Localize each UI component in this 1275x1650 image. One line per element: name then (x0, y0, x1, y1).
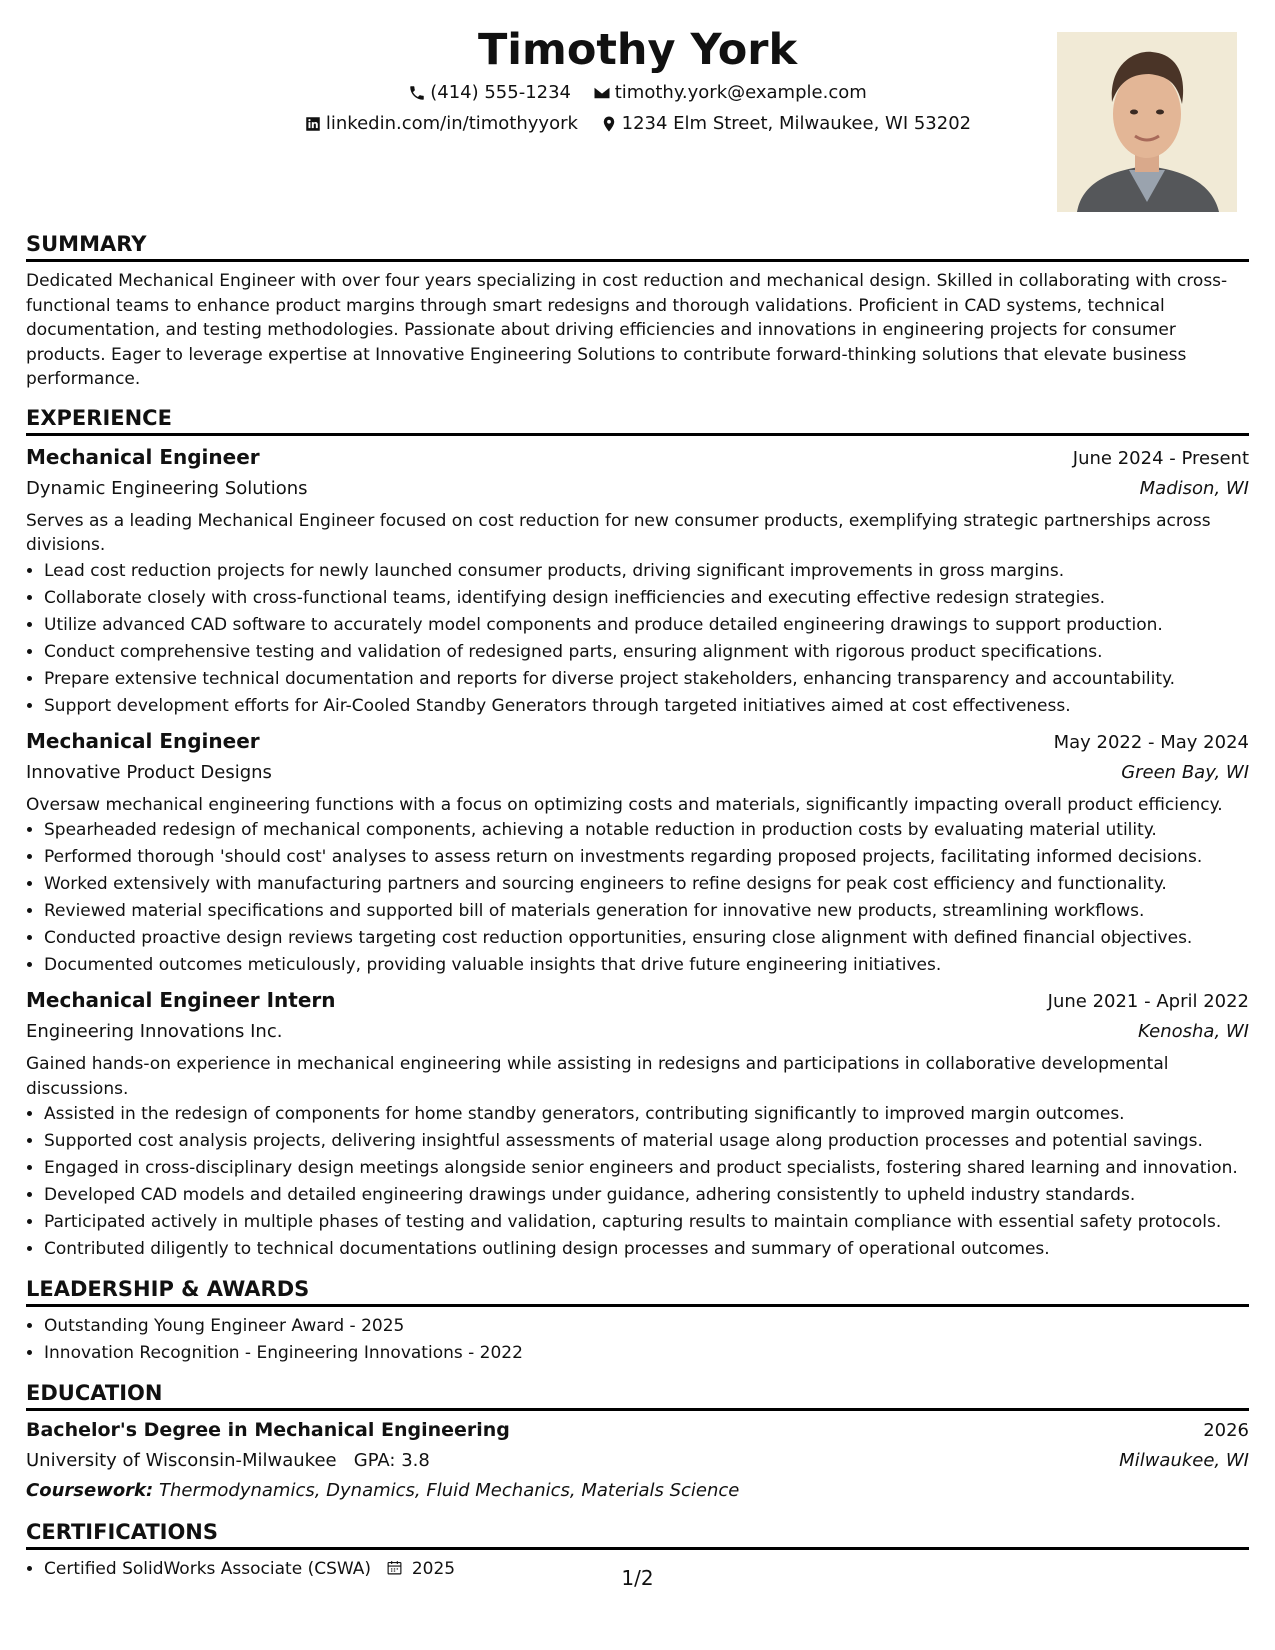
list-item: • Outstanding Young Engineer Award - 2025 (44, 1313, 1249, 1340)
job-bullets (26, 558, 1249, 720)
coursework (26, 1476, 1249, 1506)
linkedin-icon (304, 115, 322, 133)
section-title-education: EDUCATION (26, 1379, 1249, 1411)
experience-section (26, 404, 1249, 1264)
company-name: Dynamic Engineering Solutions (26, 477, 308, 499)
list-item: • Performed thorough 'should cost' analyses to assess return on investments regarding proposed projects, facilitating informed decisions. (44, 844, 1249, 871)
job-location: Green Bay, WI (1121, 761, 1249, 783)
section-title-certifications: CERTIFICATIONS (26, 1518, 1249, 1550)
list-item: • Collaborate closely with cross-functional teams, identifying design inefficiencies and executing effective redesign strategies. (44, 585, 1249, 612)
job-bullets (26, 1101, 1249, 1263)
linkedin-contact[interactable] (304, 112, 578, 136)
job-date: May 2022 - May 2024 (1053, 731, 1249, 753)
job-date: June 2021 - April 2022 (1047, 991, 1249, 1012)
list-item: • Documented outcomes meticulously, providing valuable insights that drive future engineering initiatives. (44, 952, 1249, 979)
email-address[interactable]: timothy.york@example.com (614, 82, 867, 103)
school-name: University of Wisconsin-Milwaukee (26, 1450, 337, 1471)
job-location: Kenosha, WI (1137, 1021, 1249, 1042)
list-item: • Support development efforts for Air-Cooled Standby Generators through targeted initiatives aimed at cost effectiveness. (44, 693, 1249, 720)
summary-text: Dedicated Mechanical Engineer with over four years specializing in cost reduction and mechanical design. Skilled in collaborating with cross-functional teams to enhance product margins through smart redesigns and thorough validations. Proficient in CAD systems, technical documentation, and testing methodologies. Passionate about driving efficiencies and innovations in engineering projects for consumer products. Eager to leverage expertise at Innovative Engineering Solutions to contribute forward-thinking solutions that elevate business performance. (26, 271, 1228, 389)
certification-year: 2025 (411, 1559, 456, 1579)
coursework-label: Coursework: (26, 1480, 154, 1501)
list-item: • Innovation Recognition - Engineering Innovations - 2022 (44, 1340, 1249, 1367)
job-description: Oversaw mechanical engineering functions with a focus on optimizing costs and materials, significantly impacting overall product efficiency. (26, 794, 1223, 815)
list-item: • Conduct comprehensive testing and validation of redesigned parts, ensuring alignment with rigorous product specifications. (44, 639, 1249, 666)
section-title-summary: SUMMARY (26, 230, 1249, 262)
list-item: • Prepare extensive technical documentation and reports for diverse project stakeholders, enhancing transparency and accountability. (44, 666, 1249, 693)
job-date: June 2024 - Present (1072, 447, 1249, 469)
job-entry (26, 726, 1249, 980)
list-item: • Spearheaded redesign of mechanical components, achieving a notable reduction in production costs by evaluating material utility. (44, 817, 1249, 844)
awards-list (26, 1313, 1249, 1367)
school-location: Milwaukee, WI (1119, 1450, 1249, 1471)
job-title: Mechanical Engineer (26, 444, 260, 469)
linkedin-url[interactable]: linkedin.com/in/timothyyork (325, 113, 578, 134)
profile-photo (1057, 32, 1237, 212)
list-item: • Supported cost analysis projects, delivering insightful assessments of material usage along production processes and potential savings. (44, 1128, 1249, 1155)
address-contact (600, 112, 971, 136)
job-location: Madison, WI (1139, 477, 1249, 499)
job-title: Mechanical Engineer (26, 728, 260, 753)
email-contact[interactable] (593, 81, 867, 105)
list-item: • Assisted in the redesign of components for home standby generators, contributing significantly to improved margin outcomes. (44, 1101, 1249, 1128)
phone-number: (414) 555-1234 (430, 82, 572, 103)
phone-icon (408, 84, 426, 102)
job-description: Serves as a leading Mechanical Engineer focused on cost reduction for new consumer products, exemplifying strategic partnerships across divisions. (26, 510, 1211, 555)
degree-name: Bachelor's Degree in Mechanical Engineering (26, 1419, 510, 1441)
gpa: GPA: 3.8 (353, 1450, 430, 1471)
certification-name: Certified SolidWorks Associate (CSWA) (44, 1559, 372, 1579)
list-item: • Reviewed material specifications and supported bill of materials generation for innovative new products, streamlining workflows. (44, 898, 1249, 925)
job-title: Mechanical Engineer Intern (26, 988, 336, 1012)
list-item: • Contributed diligently to technical documentations outlining design processes and summary of operational outcomes. (44, 1236, 1249, 1263)
job-bullets (26, 817, 1249, 979)
section-title-experience: EXPERIENCE (26, 404, 1249, 436)
list-item: • Conducted proactive design reviews targeting cost reduction opportunities, ensuring close alignment with defined financial objectives. (44, 925, 1249, 952)
list-item: • Developed CAD models and detailed engineering drawings under guidance, adhering consistently to upheld industry standards. (44, 1182, 1249, 1209)
list-item: • Utilize advanced CAD software to accurately model components and produce detailed engineering drawings to support production. (44, 612, 1249, 639)
graduation-year: 2026 (1203, 1420, 1249, 1441)
resume-header (26, 18, 1249, 214)
list-item: • Participated actively in multiple phases of testing and validation, capturing results to maintain compliance with essential safety protocols. (44, 1209, 1249, 1236)
awards-section (26, 1275, 1249, 1367)
job-entry (26, 985, 1249, 1263)
company-name: Innovative Product Designs (26, 761, 272, 783)
list-item: • Lead cost reduction projects for newly launched consumer products, driving significant improvements in gross margins. (44, 558, 1249, 585)
coursework-list: Thermodynamics, Dynamics, Fluid Mechanics, Materials Science (158, 1480, 740, 1501)
education-section (26, 1379, 1249, 1506)
section-title-awards: LEADERSHIP & AWARDS (26, 1275, 1249, 1307)
phone-contact (408, 81, 571, 105)
job-entry (26, 442, 1249, 720)
envelope-icon (593, 84, 611, 102)
company-name: Engineering Innovations Inc. (26, 1021, 283, 1042)
list-item: • Engaged in cross-disciplinary design meetings alongside senior engineers and product specialists, fostering shared learning and innovation. (44, 1155, 1249, 1182)
job-description: Gained hands-on experience in mechanical engineering while assisting in redesigns and participations in collaborative developmental discussions. (26, 1054, 1169, 1099)
resume-page (26, 18, 1249, 1583)
street-address: 1234 Elm Street, Milwaukee, WI 53202 (621, 113, 972, 134)
candidate-name: Timothy York (477, 25, 798, 75)
page-number: 1/2 (621, 1566, 654, 1590)
location-pin-icon (600, 115, 618, 133)
summary-section (26, 230, 1249, 392)
list-item: • Worked extensively with manufacturing partners and sourcing engineers to refine designs for peak cost efficiency and functionality. (44, 871, 1249, 898)
